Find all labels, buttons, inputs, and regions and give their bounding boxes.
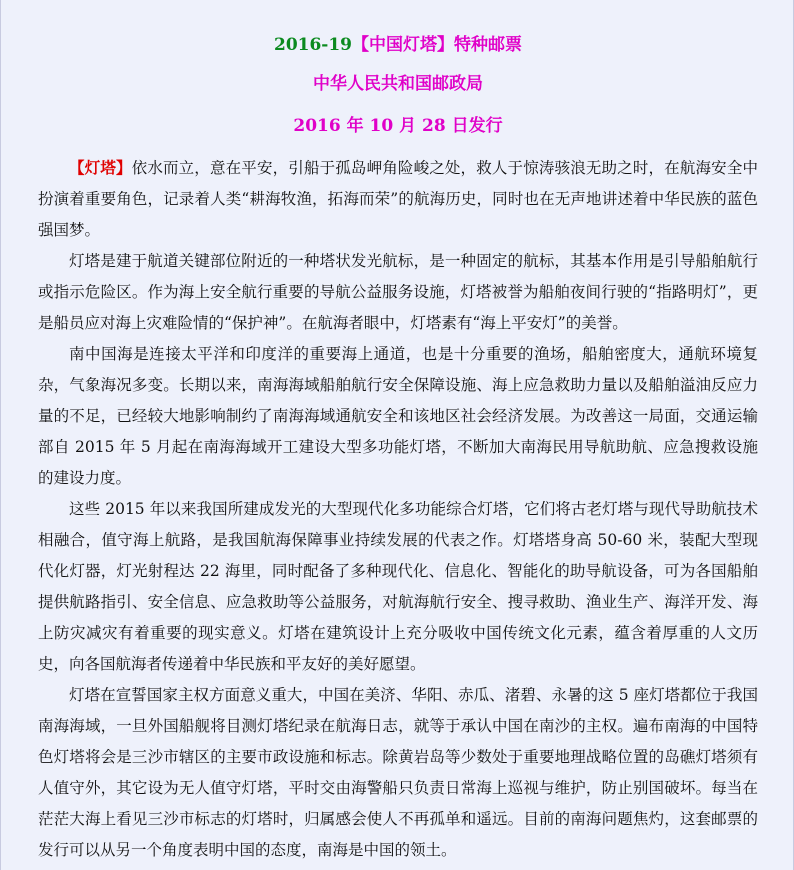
paragraph-1 [38,152,758,246]
paragraph-2: 灯塔是建于航道关键部位附近的一种塔状发光航标，是一种固定的航标，其基本作用是引导船舶航行或指示危险区。作为海上安全航行重要的导航公益服务设施，灯塔被誉为船舶夜间行驶的“指路明灯”，更是船员应对海上灾难险情的“保护神”。在航海者眼中，灯塔素有“海上平安灯”的美誉。 [38,252,758,332]
paragraph-5: 灯塔在宣誓国家主权方面意义重大，中国在美济、华阳、赤瓜、渚碧、永暑的这 5 座灯塔都位于我国南海海域，一旦外国船舰将目测灯塔纪录在航海日志，就等于承认中国在南沙的主权。遍布南海的中国特色灯塔将会是三沙市辖区的主要市政设施和标志。除黄岩岛等少数处于重要地理战略位置的岛礁灯塔须有人值守外，其它设为无人值守灯塔，平时交由海警船只负责日常海上巡视与维护，防止别国破坏。每当在茫茫大海上看见三沙市标志的灯塔时，归属感会使人不再孤单和遥远。目前的南海问题焦灼，这套邮票的发行可以从另一个角度表明中国的态度，南海是中国的领土。 [38,686,758,859]
stamp-name: 【中国灯塔】特种邮票 [352,35,523,55]
paragraph-1-text: 依水而立，意在平安，引船于孤岛岬角险峻之处，救人于惊涛骇浪无助之时，在航海安全中扮演着重要角色，记录着人类“耕海牧渔，拓海而荣”的航海历史，同时也在无声地讲述着中华民族的蓝色强国梦。 [38,159,758,239]
lighthouse-highlight: 【灯塔】 [69,158,132,177]
issue-date: 2016 年 10 月 28 日发行 [293,116,503,136]
issuer: 中华人民共和国邮政局 [313,74,483,94]
stamp-title [1,30,794,55]
paragraph-4: 这些 2015 年以来我国所建成发光的大型现代化多功能综合灯塔，它们将古老灯塔与现代导助航技术相融合，值守海上航路，是我国航海保障事业持续发展的代表之作。灯塔塔身高 50-60 米，装配大型现代化灯器，灯光射程达 22 海里，同时配备了多种现代化、信息化、智能化的助导航设备，可为各国船舶提供航路指引、安全信息、应急救助等公益服务，对航海航行安全、搜寻救助、渔业生产、海洋开发、海上防灾减灾有着重要的现实意义。灯塔在建筑设计上充分吸收中国传统文化元素，蕴含着厚重的人文历史，向各国航海者传递着中华民族和平友好的美好愿望。 [38,500,758,673]
article-body [38,152,758,866]
stamp-code: 2016-19 [273,35,353,55]
paragraph-3: 南中国海是连接太平洋和印度洋的重要海上通道，也是十分重要的渔场，船舶密度大，通航环境复杂，气象海况多变。长期以来，南海海域船舶航行安全保障设施、海上应急救助力量以及船舶溢油反应力量的不足，已经较大地影响制约了南海海域通航安全和该地区社会经济发展。为改善这一局面，交通运输部自 2015 年 5 月起在南海海域开工建设大型多功能灯塔，不断加大南海民用导航助航、应急搜救设施的建设力度。 [38,345,758,487]
